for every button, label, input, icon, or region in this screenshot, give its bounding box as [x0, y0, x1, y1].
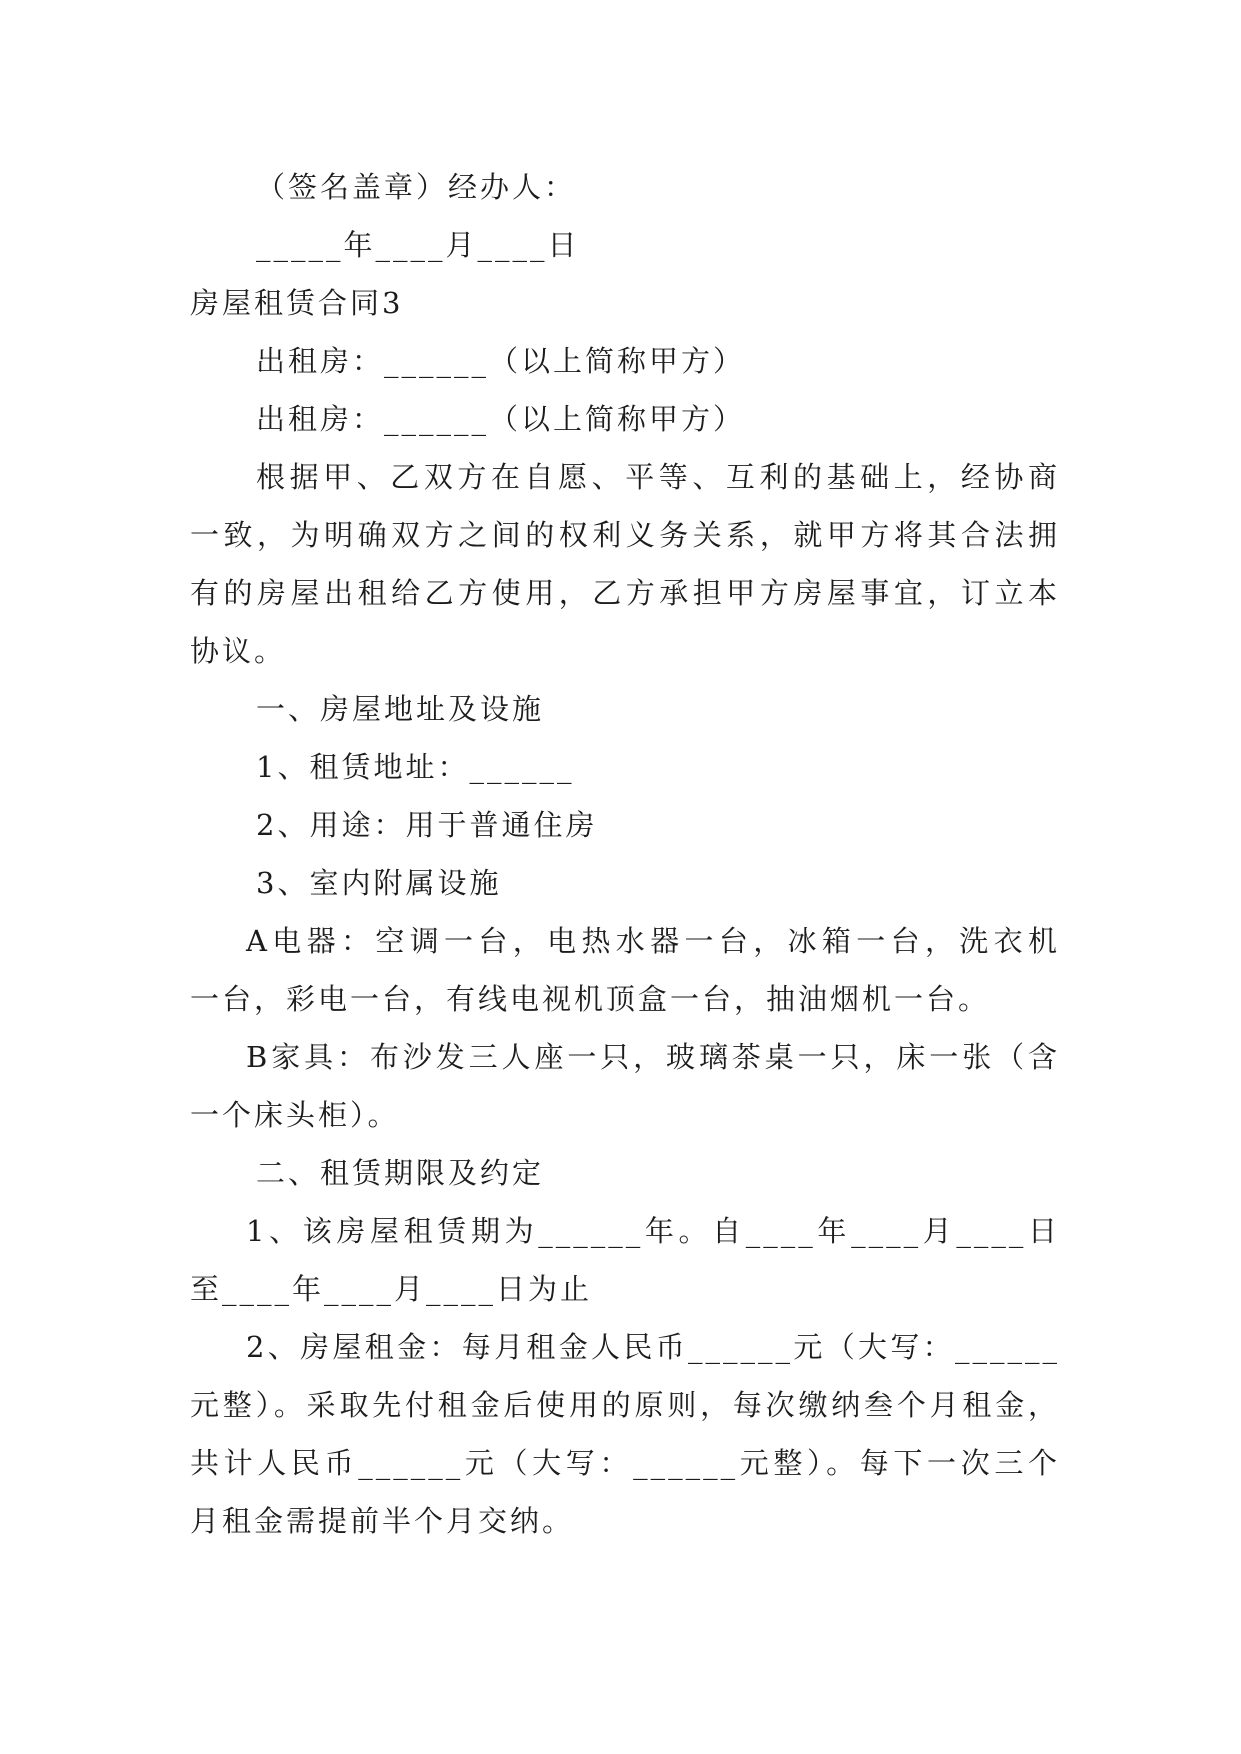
rent-line-4: 月租金需提前半个月交纳。 — [190, 1504, 575, 1538]
section-heading-2: 二、租赁期限及约定 — [256, 1156, 545, 1190]
date-line: _____年____月____日 — [256, 228, 580, 262]
furniture-line-2: 一个床头柜）。 — [190, 1098, 400, 1132]
preamble-line-4: 协议。 — [190, 634, 287, 668]
term-line-1: 1、该房屋租赁期为______年。自____年____月____日 — [246, 1214, 1060, 1248]
clause-facilities: 3、室内附属设施 — [256, 866, 502, 900]
clause-usage: 2、用途：用于普通住房 — [256, 808, 598, 842]
signature-line: （签名盖章）经办人： — [256, 170, 577, 204]
preamble-line-2: 一致，为明确双方之间的权利义务关系，就甲方将其合法拥 — [190, 518, 1060, 552]
term-line-2: 至____年____月____日为止 — [190, 1272, 593, 1306]
document-body — [190, 158, 1060, 1550]
lessor-line-2: 出租房：______（以上简称甲方） — [256, 402, 746, 436]
lessor-line: 出租房：______（以上简称甲方） — [256, 344, 746, 378]
preamble-line-1: 根据甲、乙双方在自愿、平等、互利的基础上，经协商 — [256, 460, 1060, 494]
appliances-line-1: A电器：空调一台，电热水器一台，冰箱一台，洗衣机 — [246, 924, 1060, 958]
preamble-line-3: 有的房屋出租给乙方使用，乙方承担甲方房屋事宜，订立本 — [190, 576, 1060, 610]
contract-title: 房屋租赁合同3 — [190, 286, 404, 320]
section-heading-1: 一、房屋地址及设施 — [256, 692, 545, 726]
appliances-line-2: 一台，彩电一台，有线电视机顶盒一台，抽油烟机一台。 — [190, 982, 991, 1016]
rent-line-3: 共计人民币______元（大写：______元整）。每下一次三个 — [190, 1446, 1060, 1480]
rent-line-1: 2、房屋租金：每月租金人民币______元（大写：______ — [246, 1330, 1060, 1364]
furniture-line-1: B家具：布沙发三人座一只，玻璃茶桌一只，床一张（含 — [246, 1040, 1060, 1074]
rent-line-2: 元整）。采取先付租金后使用的原则，每次缴纳叁个月租金， — [190, 1388, 1060, 1422]
clause-address: 1、租赁地址：______ — [256, 750, 575, 784]
